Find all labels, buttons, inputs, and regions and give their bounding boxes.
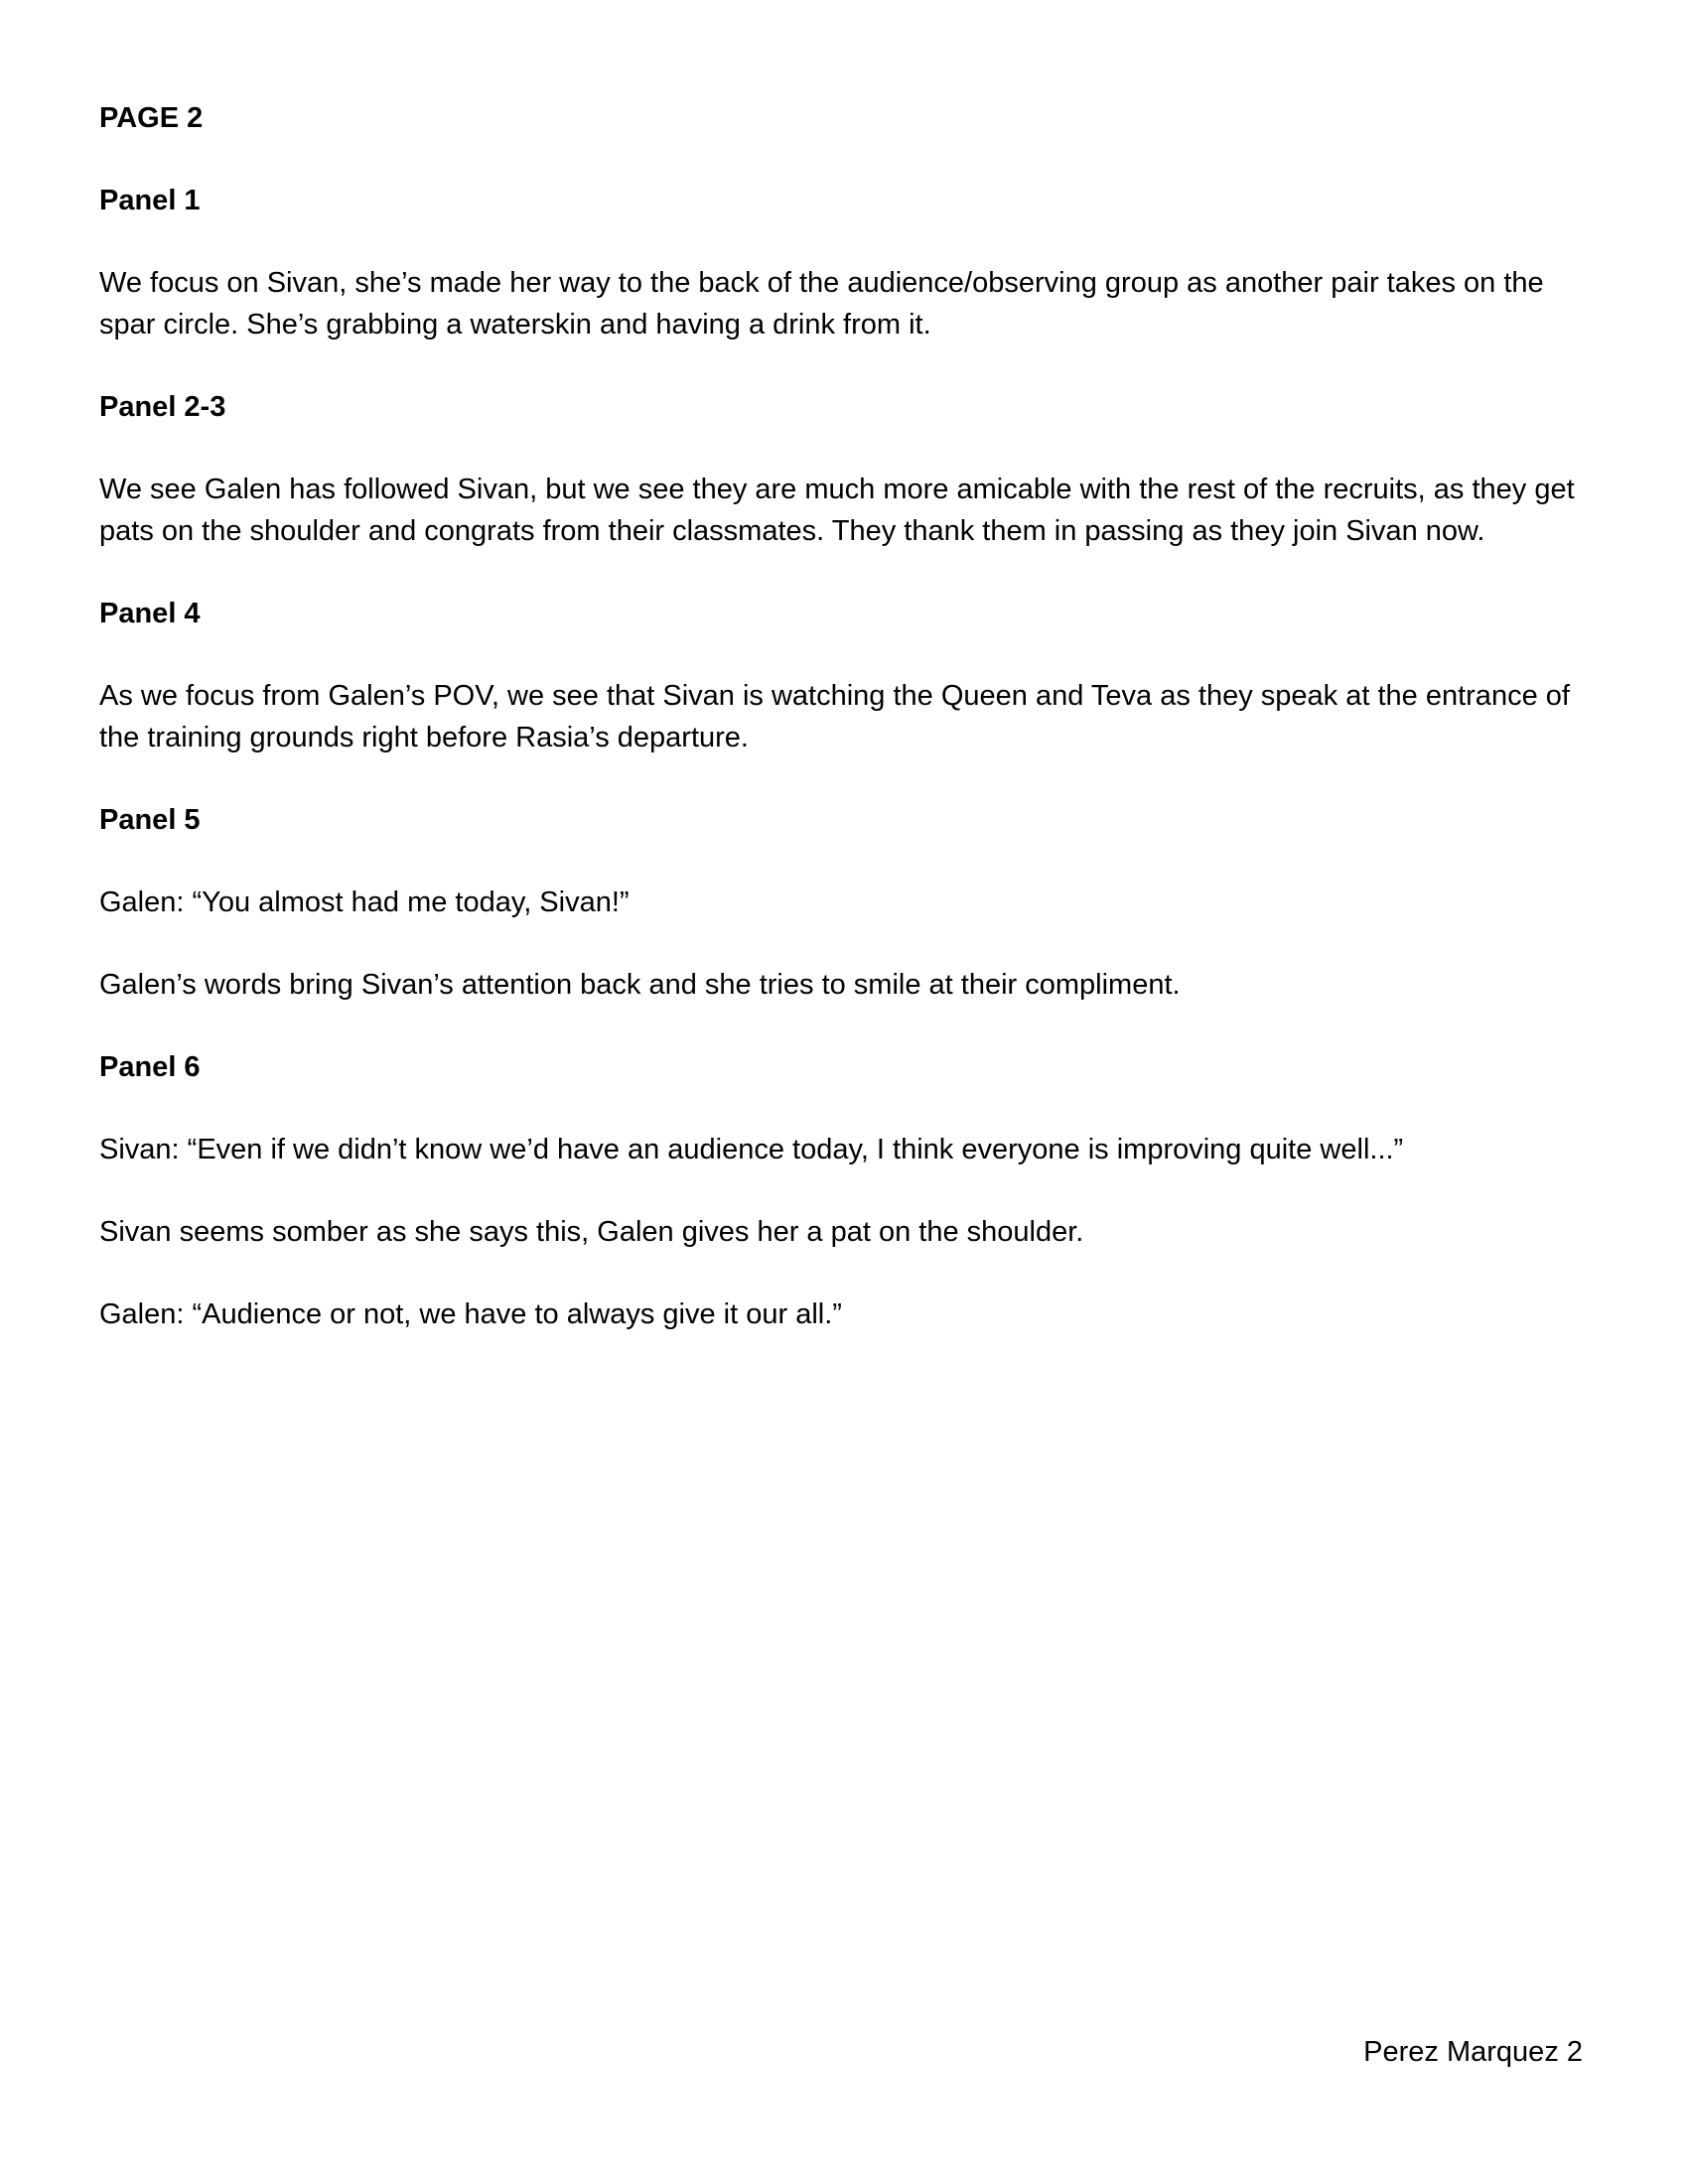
panel-5-title: Panel 5 [99, 804, 201, 836]
panel-1-title: Panel 1 [99, 185, 201, 216]
panel-2-3-title: Panel 2-3 [99, 391, 226, 423]
script-page [99, 97, 1589, 1376]
panel-6-dialogue-galen: Galen: “Audience or not, we have to always give it our all.” [99, 1298, 842, 1330]
panel-5-description: Galen’s words bring Sivan’s attention back and she tries to smile at their compliment. [99, 969, 1181, 1001]
panel-1-description: We focus on Sivan, she’s made her way to the back of the audience/observing group as another pair takes on the spar circle. She’s grabbing a waterskin and having a drink from it. [99, 267, 1544, 341]
page-heading: PAGE 2 [99, 102, 204, 134]
panel-6-dialogue-sivan: Sivan: “Even if we didn’t know we’d have an audience today, I think everyone is improving quite well...” [99, 1134, 1404, 1165]
panel-4-description: As we focus from Galen’s POV, we see that Sivan is watching the Queen and Teva as they speak at the entrance of the training grounds right before Rasia’s departure. [99, 680, 1570, 753]
page-footer: Perez Marquez 2 [1363, 2036, 1583, 2068]
panel-6-title: Panel 6 [99, 1051, 201, 1083]
panel-5-dialogue: Galen: “You almost had me today, Sivan!” [99, 887, 630, 918]
panel-6-description: Sivan seems somber as she says this, Galen gives her a pat on the shoulder. [99, 1216, 1084, 1248]
panel-2-3-description: We see Galen has followed Sivan, but we see they are much more amicable with the rest of the recruits, as they get pats on the shoulder and congrats from their classmates. They thank them in passing as they join Sivan now. [99, 474, 1575, 547]
panel-4-title: Panel 4 [99, 598, 201, 629]
